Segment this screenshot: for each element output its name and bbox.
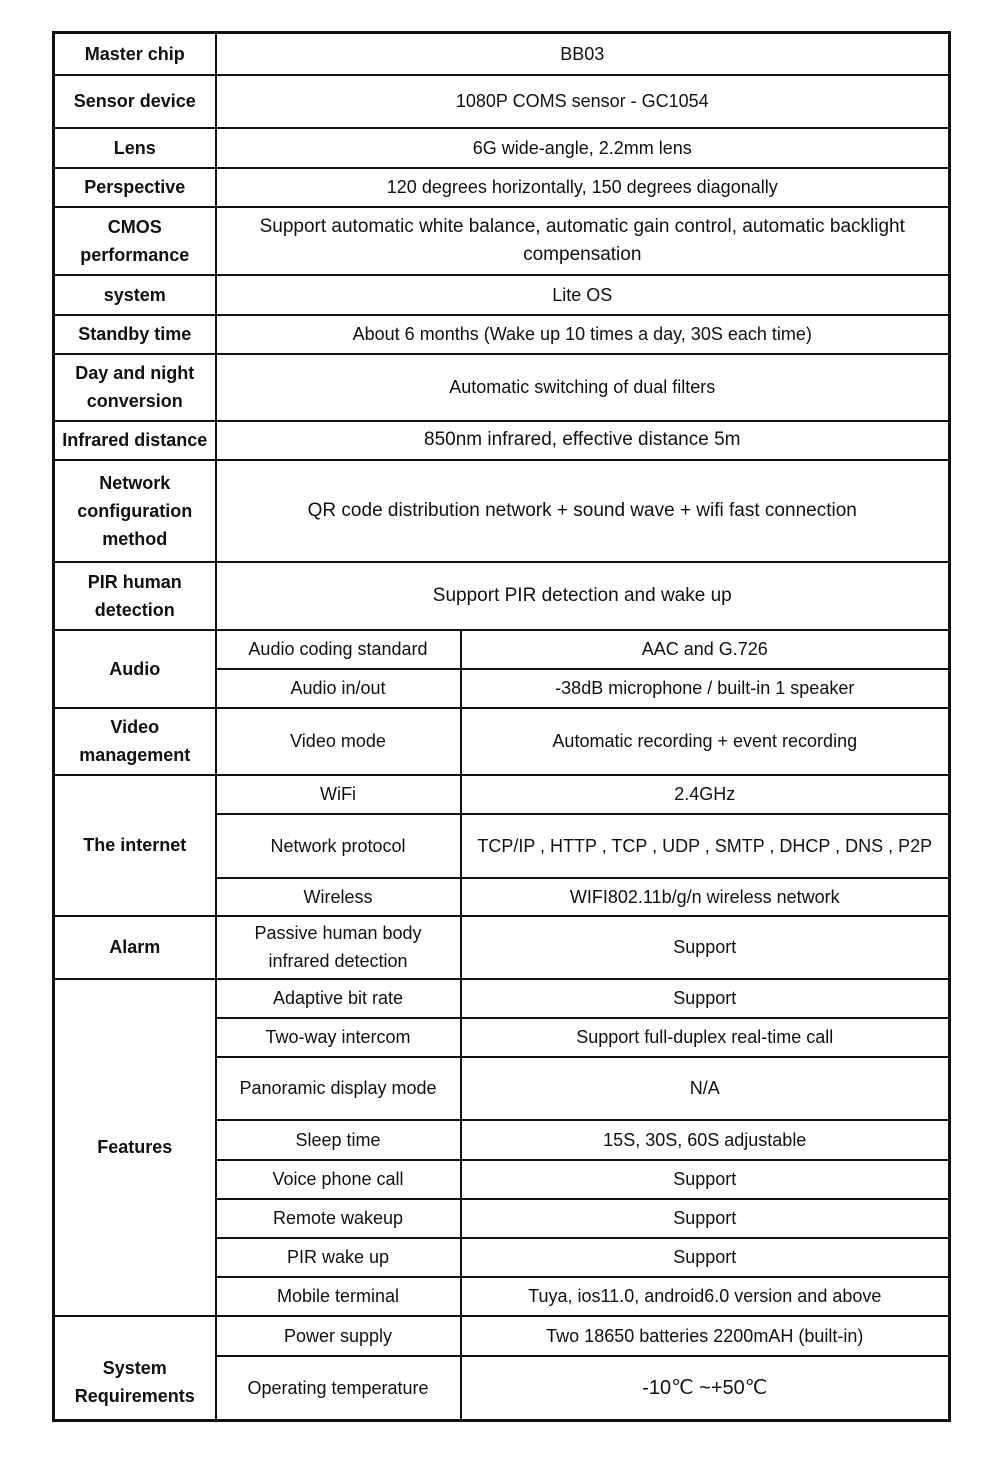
table-row	[54, 775, 950, 814]
sub-value: -10℃ ~+50℃	[461, 1356, 950, 1421]
sub-label: Remote wakeup	[216, 1199, 461, 1238]
table-row	[54, 708, 950, 775]
spec-value: 6G wide-angle, 2.2mm lens	[216, 128, 950, 168]
sub-value: Support	[461, 1199, 950, 1238]
spec-label: Network configuration method	[54, 460, 216, 562]
sub-label: Panoramic display mode	[216, 1057, 461, 1120]
sub-label: Operating temperature	[216, 1356, 461, 1421]
sub-value: WIFI802.11b/g/n wireless network	[461, 878, 950, 916]
sub-label: Mobile terminal	[216, 1277, 461, 1316]
spec-label: CMOS performance	[54, 207, 216, 275]
spec-value: Lite OS	[216, 275, 950, 315]
sub-label: Video mode	[216, 708, 461, 775]
spec-value: BB03	[216, 33, 950, 75]
sub-value: Support	[461, 1238, 950, 1277]
table-row	[54, 630, 950, 669]
sub-label: Voice phone call	[216, 1160, 461, 1199]
group-label-features: Features	[54, 979, 216, 1316]
spec-value: Automatic switching of dual filters	[216, 354, 950, 421]
sub-label: PIR wake up	[216, 1238, 461, 1277]
sub-label: Adaptive bit rate	[216, 979, 461, 1018]
sub-label: Sleep time	[216, 1120, 461, 1160]
sub-label: Two-way intercom	[216, 1018, 461, 1057]
sub-label: Power supply	[216, 1316, 461, 1356]
spec-label: Infrared distance	[54, 421, 216, 460]
sub-value: 15S, 30S, 60S adjustable	[461, 1120, 950, 1160]
sub-value: Support	[461, 1160, 950, 1199]
sub-value: Tuya, ios11.0, android6.0 version and above	[461, 1277, 950, 1316]
table-row	[54, 275, 950, 315]
table-row	[54, 979, 950, 1018]
table-row	[54, 128, 950, 168]
table-row	[54, 916, 950, 979]
table-row	[54, 562, 950, 630]
sub-value: 2.4GHz	[461, 775, 950, 814]
table-row	[54, 1316, 950, 1356]
spec-value: About 6 months (Wake up 10 times a day, 30S each time)	[216, 315, 950, 354]
spec-value: 850nm infrared, effective distance 5m	[216, 421, 950, 460]
spec-value: 1080P COMS sensor - GC1054	[216, 75, 950, 128]
sub-value: Two 18650 batteries 2200mAH (built-in)	[461, 1316, 950, 1356]
sub-label: Passive human body infrared detection	[216, 916, 461, 979]
sub-value: -38dB microphone / built-in 1 speaker	[461, 669, 950, 708]
spec-label: Master chip	[54, 33, 216, 75]
group-label-alarm: Alarm	[54, 916, 216, 979]
sub-value: Support	[461, 979, 950, 1018]
table-row	[54, 421, 950, 460]
sub-label: Audio in/out	[216, 669, 461, 708]
sub-value: Support	[461, 916, 950, 979]
spec-label: Standby time	[54, 315, 216, 354]
group-label-video: Video management	[54, 708, 216, 775]
spec-label: PIR human detection	[54, 562, 216, 630]
spec-label: system	[54, 275, 216, 315]
spec-value: Support automatic white balance, automatic gain control, automatic backlight compensation	[216, 207, 950, 275]
sub-label: Network protocol	[216, 814, 461, 878]
sub-label: Audio coding standard	[216, 630, 461, 669]
table-row	[54, 168, 950, 207]
table-row	[54, 315, 950, 354]
table-row	[54, 207, 950, 275]
sub-value: AAC and G.726	[461, 630, 950, 669]
spec-label: Lens	[54, 128, 216, 168]
sub-value: N/A	[461, 1057, 950, 1120]
spec-label: Perspective	[54, 168, 216, 207]
spec-value: QR code distribution network + sound wave + wifi fast connection	[216, 460, 950, 562]
spec-value: Support PIR detection and wake up	[216, 562, 950, 630]
table-row	[54, 354, 950, 421]
table-row	[54, 460, 950, 562]
sub-label: Wireless	[216, 878, 461, 916]
spec-label: Sensor device	[54, 75, 216, 128]
table-row	[54, 75, 950, 128]
spec-value: 120 degrees horizontally, 150 degrees diagonally	[216, 168, 950, 207]
spec-label: Day and night conversion	[54, 354, 216, 421]
spec-table	[52, 31, 951, 1422]
sub-value: Automatic recording + event recording	[461, 708, 950, 775]
group-label-system-requirements: System Requirements	[54, 1316, 216, 1421]
sub-label: WiFi	[216, 775, 461, 814]
sub-value: Support full-duplex real-time call	[461, 1018, 950, 1057]
group-label-audio: Audio	[54, 630, 216, 708]
table-row	[54, 33, 950, 75]
group-label-internet: The internet	[54, 775, 216, 916]
sub-value: TCP/IP , HTTP , TCP , UDP , SMTP , DHCP , DNS , P2P	[461, 814, 950, 878]
